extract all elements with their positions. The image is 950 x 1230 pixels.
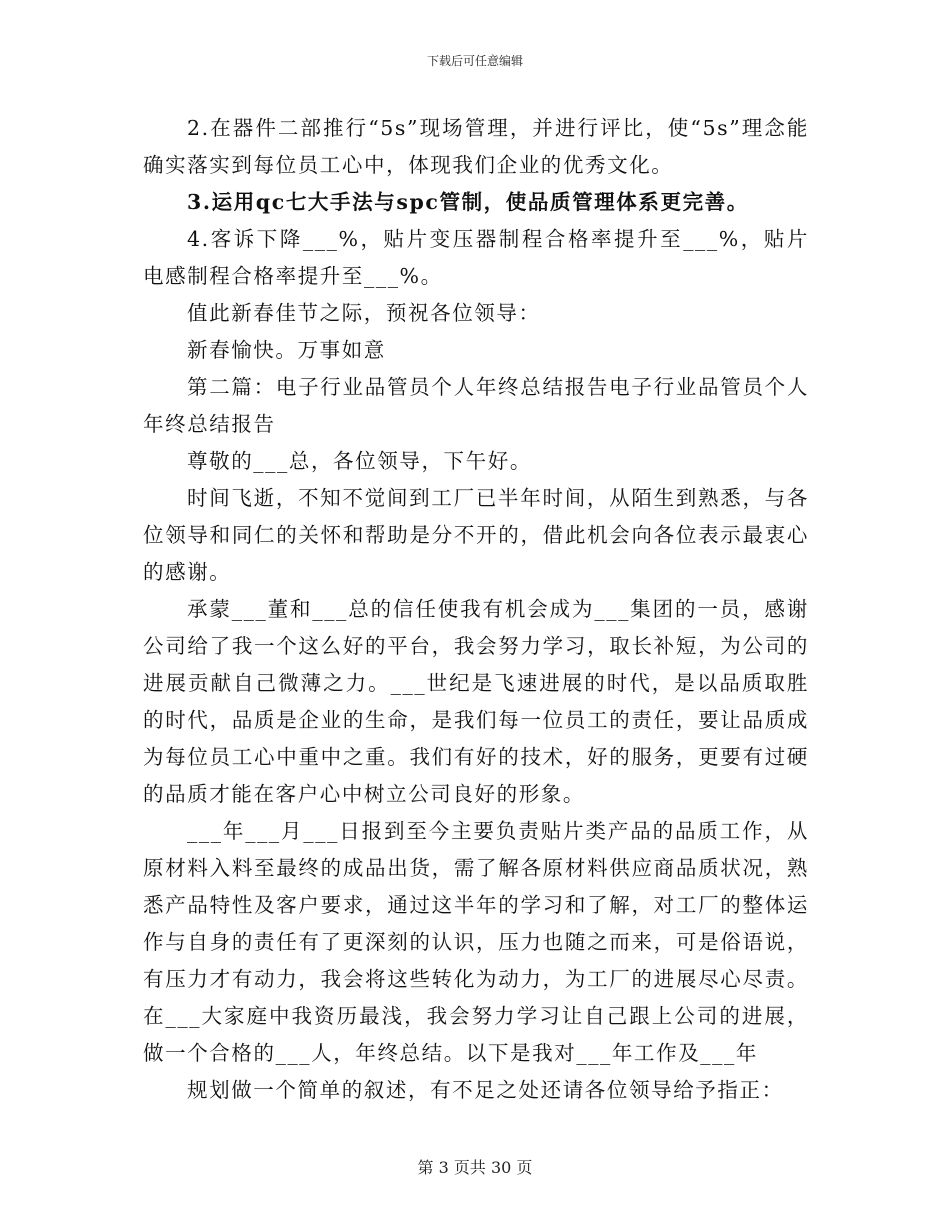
paragraph-new-year-greeting: 值此新春佳节之际，预祝各位领导： [187, 301, 541, 325]
page-header: 下载后可任意编辑 [426, 54, 523, 68]
paragraph-wishes: 新春愉快。万事如意 [187, 338, 386, 362]
document-body [143, 110, 809, 1109]
paragraph-plan: 规划做一个简单的叙述，有不足之处还请各位领导给予指正： [187, 1078, 784, 1102]
paragraph-qc-spc: 3.运用qc七大手法与spc管制，使品质管理体系更完善。 [187, 190, 749, 214]
paragraph-trust: 承蒙___董和___总的信任使我有机会成为___集团的一员，感谢公司给了我一个这么好的平台，我会努力学习，取长补短，为公司的进展贡献自己微薄之力。___世纪是飞速进展的时代，是以品质取胜的时代，品质是企业的生命，是我们每一位员工的责任，要让品质成为每位员工心中重中之重。我们有好的技术，好的服务，更要有过硬的品质才能在客户心中树立公司良好的形象。 [143, 597, 809, 806]
paragraph-5s-management: 2.在器件二部推行“5s”现场管理，并进行评比，使“5s”理念能确实落实到每位员工心中，体现我们企业的优秀文化。 [143, 116, 809, 177]
page-number: 第 3 页共 30 页 [417, 1158, 533, 1177]
paragraph-salutation: 尊敬的___总，各位领导，下午好。 [187, 449, 532, 473]
paragraph-section-title: 第二篇：电子行业品管员个人年终总结报告电子行业品管员个人年终总结报告 [143, 375, 809, 436]
paragraph-complaint-targets: 4.客诉下降___%，贴片变压器制程合格率提升至___%，贴片电感制程合格率提升至___%。 [143, 227, 809, 288]
paragraph-thanks: 时间飞逝，不知不觉间到工厂已半年时间，从陌生到熟悉，与各位领导和同仁的关怀和帮助是分不开的，借此机会向各位表示最衷心的感谢。 [143, 486, 809, 584]
paragraph-work-summary: ___年___月___日报到至今主要负责贴片类产品的品质工作，从原材料入料至最终的成品出货，需了解各原材料供应商品质状况，熟悉产品特性及客户要求，通过这半年的学习和了解，对工厂的整体运作与自身的责任有了更深刻的认识，压力也随之而来，可是俗语说，有压力才有动力，我会将这些转化为动力，为工厂的进展尽心尽责。在___大家庭中我资历最浅，我会努力学习让自己跟上公司的进展，做一个合格的___人，年终总结。以下是我对___年工作及___年 [143, 819, 809, 1065]
